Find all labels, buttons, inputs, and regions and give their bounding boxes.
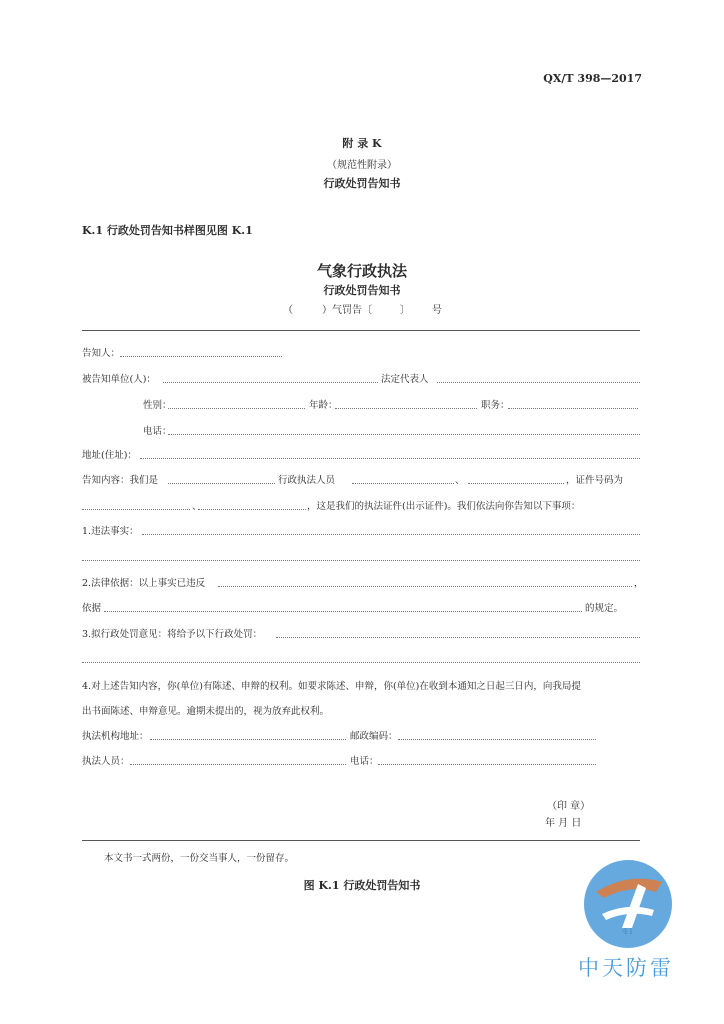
item3-label: 3.拟行政处罚意见：将给予以下行政处罚：	[82, 629, 263, 640]
item3-field-2[interactable]	[82, 662, 640, 663]
item4-line2: 出书面陈述、申辩意见。逾期未提出的，视为放弃此权利。	[82, 706, 330, 717]
item2-label: 2.法律依据：以上事实已违反	[82, 578, 206, 589]
officer-phone-label: 电话：	[350, 756, 379, 767]
phone-label: 电话：	[143, 426, 172, 437]
doc-no-close: 〕	[400, 305, 410, 316]
notified-person-field[interactable]	[120, 356, 282, 357]
position-label: 职务：	[481, 400, 510, 411]
doc-no-suffix: 号	[432, 305, 442, 316]
officers-label: 行政执法人员	[278, 475, 336, 486]
seal: （印 章）	[547, 801, 591, 812]
form-top-rule	[82, 330, 640, 331]
postcode-label: 邮政编码：	[350, 731, 398, 742]
legal-rep-field[interactable]	[437, 382, 640, 383]
position-field[interactable]	[508, 408, 638, 409]
item1-field-2[interactable]	[82, 560, 640, 561]
item1-label: 1.违法事实：	[82, 526, 139, 537]
dun-separator: 、	[455, 475, 465, 486]
age-label: 年龄：	[309, 400, 338, 411]
agency-address-label: 执法机构地址：	[82, 731, 149, 742]
officer-phone-field[interactable]	[378, 764, 596, 765]
item2-comma: ，	[634, 578, 644, 589]
doc-no-mid: ）气罚告〔	[322, 305, 372, 316]
item3-field[interactable]	[276, 637, 640, 638]
officer-1-field[interactable]	[352, 483, 454, 484]
address-label: 地址(住址)：	[82, 450, 137, 461]
appendix-title: 附 录 K	[342, 137, 382, 150]
item4-line1: 4.对上述告知内容，你(单位)有陈述、申辩的权利。如要求陈述、申辩，你(单位)在收到本通知之日起三日内，向我局提	[82, 681, 581, 692]
agency-address-field[interactable]	[150, 739, 346, 740]
address-field[interactable]	[140, 458, 640, 459]
dun-separator-2: 、	[192, 501, 202, 512]
cert-no-1-field[interactable]	[82, 509, 190, 510]
according-field[interactable]	[104, 611, 582, 612]
unit-name-field[interactable]	[168, 483, 275, 484]
gender-field[interactable]	[168, 408, 305, 409]
date: 年 月 日	[545, 818, 582, 829]
appendix-name: 行政处罚告知书	[323, 177, 401, 190]
gender-label: 性别：	[143, 400, 172, 411]
appendix-subtitle: （规范性附录）	[327, 160, 397, 171]
officer-person-field[interactable]	[130, 764, 346, 765]
cert-no-2-field[interactable]	[198, 509, 306, 510]
postcode-field[interactable]	[398, 739, 596, 740]
notified-person-label: 告知人：	[82, 348, 121, 359]
standard-code: QX/T 398—2017	[543, 72, 642, 85]
age-field[interactable]	[335, 408, 477, 409]
watermark-text: 中天防雷	[578, 956, 674, 980]
figure-caption: 图 K.1 行政处罚告知书	[303, 879, 421, 892]
watermark-logo-icon	[582, 858, 674, 950]
form-bottom-rule	[82, 840, 640, 841]
officer-2-field[interactable]	[468, 483, 564, 484]
form-title: 气象行政执法	[316, 262, 407, 280]
item1-field[interactable]	[142, 534, 640, 535]
officer-person-label: 执法人员：	[82, 756, 130, 767]
item2-field[interactable]	[218, 586, 632, 587]
notified-unit-field[interactable]	[163, 382, 378, 383]
form-subtitle: 行政处罚告知书	[323, 284, 401, 297]
doc-no-open: （	[283, 305, 293, 316]
according-label: 依据	[82, 603, 102, 614]
cert-no-label: ，证件号码为	[566, 475, 624, 486]
notified-unit-label: 被告知单位(人)：	[82, 374, 156, 385]
phone-field[interactable]	[168, 434, 640, 435]
legal-rep-label: 法定代表人	[381, 374, 429, 385]
section-heading: K.1 行政处罚告知书样图见图 K.1	[82, 224, 253, 237]
content-prefix: 告知内容：我们是	[82, 475, 159, 486]
footnote: 本文书一式两份，一份交当事人，一份留存。	[104, 853, 295, 864]
provisions-label: 的规定。	[585, 603, 624, 614]
cert-tail: ，这是我们的执法证件(出示证件)。我们依法向你告知以下事项：	[307, 501, 581, 512]
